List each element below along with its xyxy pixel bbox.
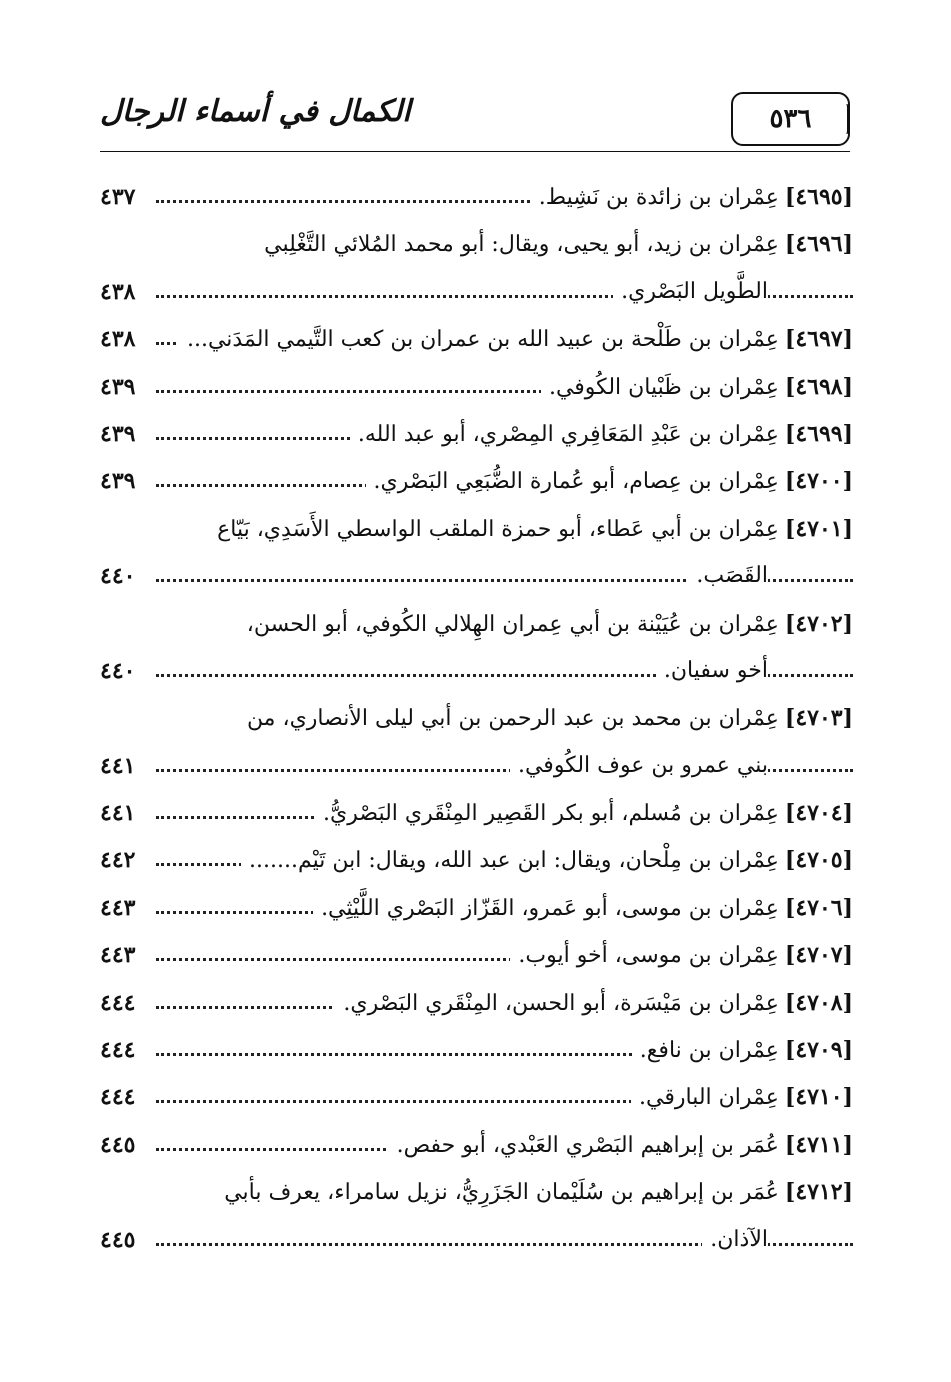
entry-text (239, 705, 853, 731)
index-entry-line (100, 697, 853, 744)
entry-text (366, 468, 854, 494)
entry-title: عِمْران بن مِلْحان، ويقال: ابن عبد الله، ويقال: ابن تَيْم....... (249, 848, 779, 874)
entry-page-number: ٤٤١ (100, 753, 141, 779)
index-entry-line (100, 603, 853, 650)
index-entry-line (100, 1124, 853, 1171)
entry-title: عِمْران بن نافع. (639, 1038, 779, 1064)
index-entry-line (100, 1029, 853, 1076)
entry-text (688, 563, 768, 588)
entry-page-number: ٤٤٥ (100, 1227, 141, 1253)
index-entry-line (100, 176, 853, 223)
entry-text (613, 279, 768, 304)
entry-number: [٤٧٠٦] (784, 894, 853, 921)
entry-title: عِمْران بن أبي عَطاء، أبو حمزة الملقب الواسطي الأَسَدِي، بَيّاع (217, 516, 779, 542)
entry-page-number: ٤٣٩ (100, 421, 141, 447)
index-entry-line (100, 413, 853, 460)
header-rule (100, 151, 850, 152)
entry-title: عُمَر بن إبراهيم بن سُلَيْمان الجَزَرِيُّ، نزيل سامراء، يعرف بأبي (224, 1180, 779, 1206)
index-entry-line (100, 1171, 853, 1218)
entry-title: الآذان. (710, 1226, 768, 1252)
entry-title: عِمْران بن عُيَيْنة بن أبي عِمران الهِلالي الكُوفي، أبو الحسن، (246, 611, 779, 637)
entry-page-number: ٤٣٩ (100, 374, 141, 400)
entry-text (335, 990, 853, 1016)
entry-title: عِمْران بن موسى، أخو أيوب. (518, 943, 779, 969)
entry-title: عِمْران بن طَلْحة بن عبيد الله بن عمران بن كعب التَّيمي المَدَني... (186, 327, 779, 353)
entry-title: عِمْران بن زيد، أبو يحيى، ويقال: أبو محمد المُلائي التَّغْلِبي (264, 232, 779, 258)
entry-text (510, 942, 853, 968)
entry-text (656, 658, 768, 683)
index-entry-line (100, 318, 853, 365)
entry-title: عِمْران بن موسى، أبو عَمرو، القَزّاز البَصْري اللَّيْثِي. (321, 895, 779, 921)
entry-page-number: ٤٣٧ (100, 184, 141, 210)
entry-text (216, 1179, 853, 1205)
entry-page-number: ٤٤٣ (100, 895, 141, 921)
entry-text (209, 516, 853, 542)
page-header (100, 92, 850, 152)
entry-title: عِمْران بن مُسلم، أبو بكر القَصِير المِنْقَري البَصْريُّ. (323, 801, 779, 827)
index-entry-line (100, 745, 853, 792)
entry-title: عِمْران بن ظَبْيان الكُوفي. (548, 374, 779, 400)
entry-title: عِمْران بن مَيْسَرة، أبو الحسن، المِنْقَري البَصْري. (343, 990, 779, 1016)
entry-title: عِمْران بن عَبْدِ المَعَافِري المِصْري، أبو عبد الله. (357, 421, 779, 447)
index-entry-line (100, 650, 853, 697)
entry-page-number: ٤٣٨ (100, 326, 141, 352)
entry-page-number: ٤٤٢ (100, 847, 141, 873)
entry-number: [٤٧٠٠] (784, 468, 853, 495)
index-entry-line (100, 271, 853, 318)
entry-page-number: ٤٤٥ (100, 1132, 141, 1158)
entry-title: عِمْران بن محمد بن عبد الرحمن بن أبي ليلى الأنصاري، من (246, 706, 779, 732)
index-entry-line (100, 982, 853, 1029)
entry-text (313, 895, 853, 921)
index-entry-line (100, 366, 853, 413)
entry-page-number: ٤٤٤ (100, 990, 141, 1016)
entry-text (241, 847, 853, 873)
entry-number: [٤٧١٠] (784, 1084, 853, 1111)
entry-number: [٤٦٩٥] (784, 184, 853, 210)
entry-title: عِمْران بن زائدة بن نَشِيط. (538, 185, 779, 210)
entry-text (389, 1132, 853, 1158)
index-entry-line (100, 792, 853, 839)
entry-text (239, 611, 853, 637)
entry-number: [٤٦٩٧] (784, 326, 853, 353)
entry-text (510, 753, 768, 778)
index-entry-line (100, 460, 853, 507)
index-entry-line (100, 887, 853, 934)
entry-page-number: ٤٤١ (100, 800, 141, 826)
entry-number: [٤٧٠٢] (784, 610, 853, 637)
entry-title: عِمْران بن عِصام، أبو عُمارة الضُّبَعِي البَصْري. (373, 469, 779, 495)
entry-title: أخو سفيان. (663, 657, 768, 683)
index-entry-line (100, 555, 853, 602)
entry-title: عِمْران البارقي. (639, 1085, 779, 1111)
entry-title: الطَّويل البَصْري. (621, 278, 768, 304)
entry-number: [٤٧٠٧] (784, 942, 853, 969)
entry-text (531, 184, 853, 210)
entry-text (702, 1227, 768, 1252)
page-number: ٥٣٦ (731, 92, 850, 146)
entry-number: [٤٧٠٩] (784, 1037, 853, 1064)
entry-text (256, 231, 853, 257)
index-entries (100, 176, 853, 1266)
entry-text (541, 374, 853, 400)
entry-number: [٤٦٩٨] (784, 373, 853, 400)
entry-text (315, 800, 853, 826)
entry-text (631, 1084, 853, 1110)
entry-number: [٤٧٠١] (784, 515, 853, 542)
index-entry-line (100, 508, 853, 555)
entry-text (350, 421, 853, 447)
book-title: الكمال في أسماء الرجال (100, 94, 411, 129)
entry-number: [٤٧٠٨] (784, 989, 853, 1016)
entry-title: عُمَر بن إبراهيم البَصْري العَبْدي، أبو حفص. (396, 1132, 779, 1158)
index-entry-line (100, 1219, 853, 1266)
entry-title: القَصَب. (696, 563, 768, 589)
entry-text (179, 326, 853, 352)
index-entry-line (100, 839, 853, 886)
entry-page-number: ٤٤٣ (100, 942, 141, 968)
entry-title: بني عمرو بن عوف الكُوفي. (517, 752, 768, 778)
index-entry-line (100, 1076, 853, 1123)
entry-number: [٤٧١١] (784, 1131, 853, 1158)
entry-page-number: ٤٤٠ (100, 658, 141, 684)
entry-number: [٤٧٠٤] (784, 800, 853, 827)
entry-number: [٤٧٠٥] (784, 847, 853, 874)
entry-page-number: ٤٤٤ (100, 1084, 141, 1110)
entry-page-number: ٤٤٠ (100, 563, 141, 589)
entry-number: [٤٧٠٣] (784, 705, 853, 732)
entry-number: [٤٦٩٦] (784, 231, 853, 258)
entry-page-number: ٤٣٨ (100, 279, 141, 305)
entry-number: [٤٧١٢] (784, 1179, 853, 1206)
entry-number: [٤٦٩٩] (784, 420, 853, 447)
index-entry-line (100, 223, 853, 270)
entry-page-number: ٤٤٤ (100, 1037, 141, 1063)
entry-page-number: ٤٣٩ (100, 468, 141, 494)
entry-text (632, 1037, 853, 1063)
index-entry-line (100, 934, 853, 981)
